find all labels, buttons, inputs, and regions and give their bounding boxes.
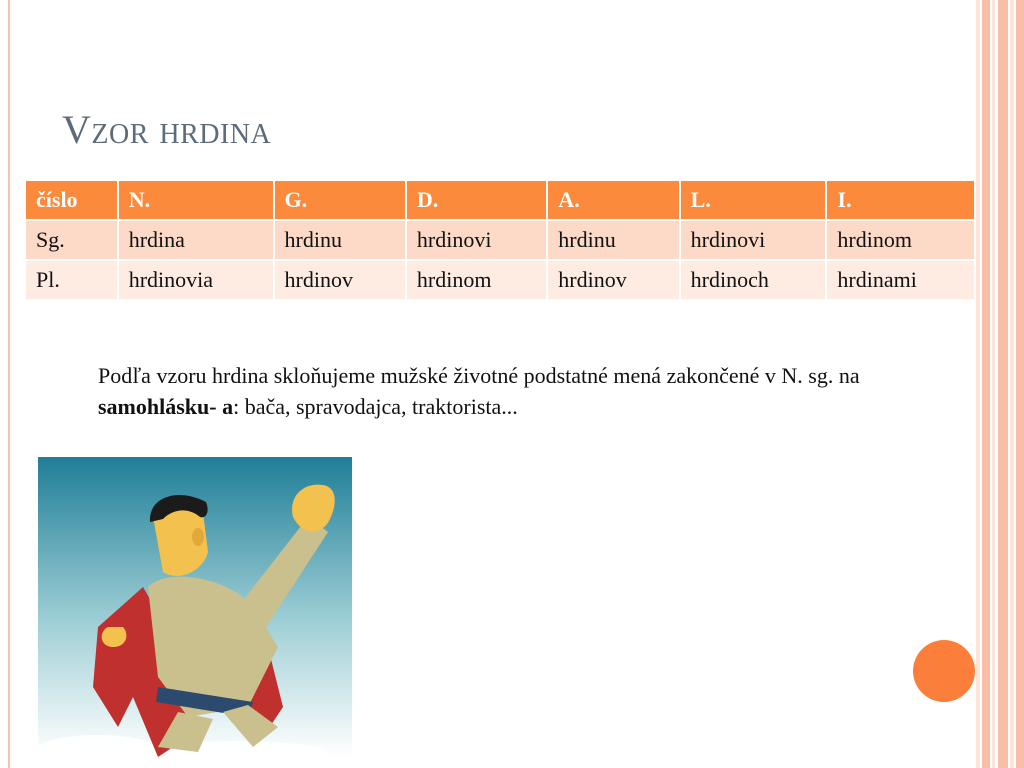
header-cell: D. [407,181,546,219]
paragraph-text-end: : bača, spravodajca, traktorista... [233,394,518,419]
header-cell: I. [827,181,974,219]
right-decorative-stripes [976,0,1024,768]
header-cell: N. [119,181,273,219]
table-cell: hrdinovia [119,261,273,299]
table-cell: hrdinami [827,261,974,299]
declension-table [24,179,976,301]
table-row-singular [26,221,974,259]
table-cell: hrdinu [275,221,405,259]
table-cell: hrdinu [548,221,678,259]
table-cell: hrdinoch [681,261,826,299]
table-cell: Pl. [26,261,117,299]
table-header-row [26,181,974,219]
header-cell: G. [275,181,405,219]
table-cell: hrdinovi [681,221,826,259]
table-cell: hrdinov [548,261,678,299]
decorative-circle [913,640,975,702]
table-cell: hrdinov [275,261,405,299]
table-cell: hrdinom [407,261,546,299]
table-row-plural [26,261,974,299]
header-cell: L. [681,181,826,219]
header-cell: číslo [26,181,117,219]
header-cell: A. [548,181,678,219]
table-cell: Sg. [26,221,117,259]
paragraph-bold-text: samohlásku- a [98,394,234,419]
table-cell: hrdinovi [407,221,546,259]
superhero-illustration [38,457,352,757]
table-cell: hrdina [119,221,273,259]
left-border-line [8,0,10,768]
explanation-paragraph [98,360,898,422]
slide-title: Vzor hrdina [62,107,272,152]
paragraph-text: Podľa vzoru hrdina skloňujeme mužské životné podstatné mená zakončené v N. sg. na [98,363,860,388]
table-cell: hrdinom [827,221,974,259]
